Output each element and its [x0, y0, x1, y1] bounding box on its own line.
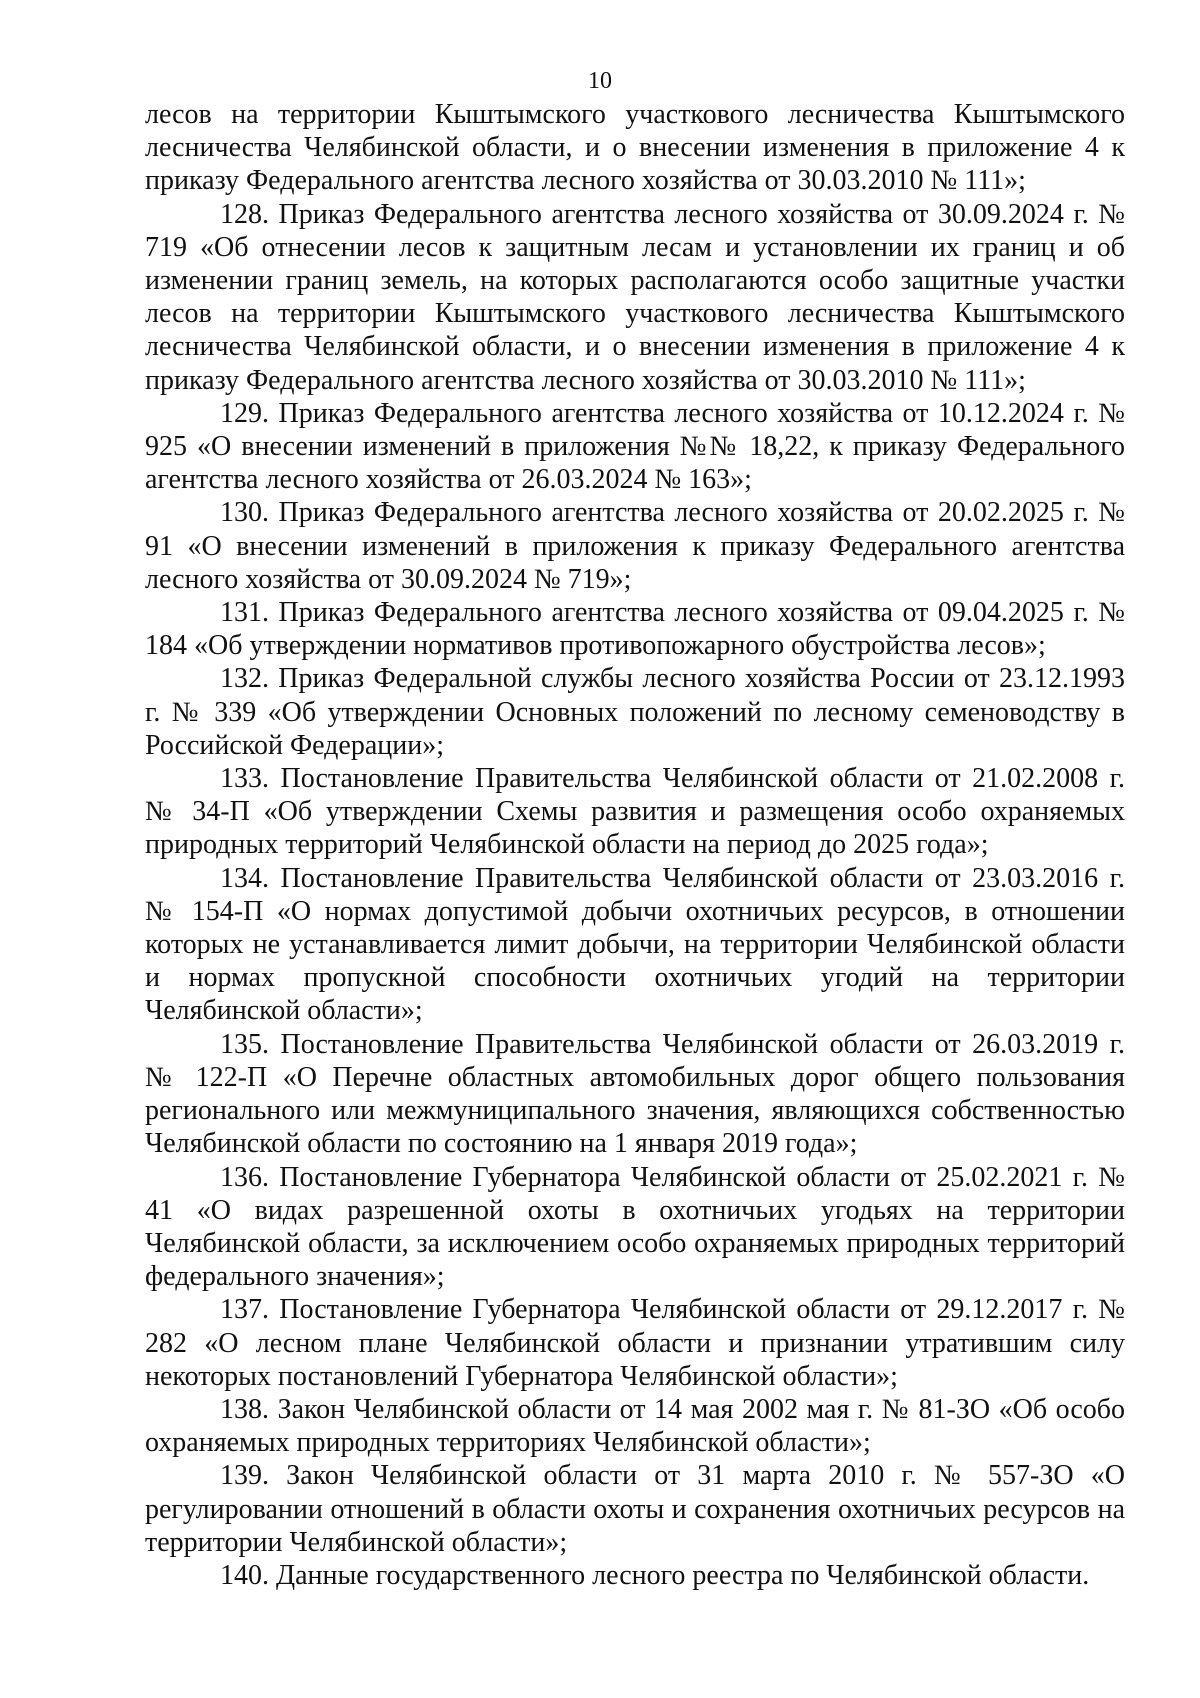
list-item-136: 136. Постановление Губернатора Челябинской области от 25.02.2021 г. № 41 «О видах разрешенной охоты в охотничьих угодьях на территории Челябинской области, за исключением особо охраняемых природных территорий федерального значения»; — [145, 1161, 1125, 1293]
list-item-139: 139. Закон Челябинской области от 31 марта 2010 г. № 557-ЗО «О регулировании отношений в области охоты и сохранения охотничьих ресурсов на территории Челябинской области»; — [145, 1460, 1125, 1558]
document-body — [145, 98, 1125, 1592]
list-item-131: 131. Приказ Федерального агентства лесного хозяйства от 09.04.2025 г. № 184 «Об утверждении нормативов противопожарного обустройства лесов»; — [145, 597, 1125, 662]
list-item-128: 128. Приказ Федерального агентства лесного хозяйства от 30.09.2024 г. № 719 «Об отнесении лесов к защитным лесам и установлении их границ и об изменении границ земель, на которых располагаются особо защитные участки лесов на территории Кыштымского участкового лесничества Кыштымского лесничества Челябинской области, и о внесении изменения в приложение 4 к приказу Федерального агентства лесного хозяйства от 30.03.2010 № 111»; — [145, 198, 1125, 396]
list-item-140: 140. Данные государственного лесного реестра по Челябинской области. — [220, 1559, 1090, 1591]
list-item-133: 133. Постановление Правительства Челябинской области от 21.02.2008 г. № 34-П «Об утверждении Схемы развития и размещения особо охраняемых природных территорий Челябинской области на период до 2025 года»; — [145, 763, 1125, 861]
list-item-135: 135. Постановление Правительства Челябинской области от 26.03.2019 г. № 122-П «О Перечне областных автомобильных дорог общего пользования регионального или межмуниципального значения, являющихся собственностью Челябинской области по состоянию на 1 января 2019 года»; — [145, 1028, 1125, 1160]
list-item-134: 134. Постановление Правительства Челябинской области от 23.03.2016 г. № 154-П «О нормах допустимой добычи охотничьих ресурсов, в отношении которых не устанавливается лимит добычи, на территории Челябинской области и нормах пропускной способности охотничьих угодий на территории Челябинской области»; — [145, 862, 1125, 1027]
list-item-130: 130. Приказ Федерального агентства лесного хозяйства от 20.02.2025 г. № 91 «О внесении изменений в приложения к приказу Федерального агентства лесного хозяйства от 30.09.2024 № 719»; — [145, 497, 1125, 595]
paragraph-continuation: лесов на территории Кыштымского участкового лесничества Кыштымского лесничества Челябинской области, и о внесении изменения в приложение 4 к приказу Федерального агентства лесного хозяйства от 30.03.2010 № 111»; — [145, 99, 1125, 197]
list-item-138: 138. Закон Челябинской области от 14 мая 2002 мая г. № 81-ЗО «Об особо охраняемых природных территориях Челябинской области»; — [145, 1393, 1125, 1459]
page-number: 10 — [588, 68, 612, 94]
list-item-129: 129. Приказ Федерального агентства лесного хозяйства от 10.12.2024 г. № 925 «О внесении изменений в приложения №№ 18,22, к приказу Федерального агентства лесного хозяйства от 26.03.2024 № 163»; — [145, 397, 1125, 496]
list-item-132: 132. Приказ Федеральной службы лесного хозяйства России от 23.12.1993 г. № 339 «Об утверждении Основных положений по лесному семеноводству в Российской Федерации»; — [145, 663, 1125, 761]
list-item-137: 137. Постановление Губернатора Челябинской области от 29.12.2017 г. № 282 «О лесном плане Челябинской области и признании утратившим силу некоторых постановлений Губернатора Челябинской области»; — [145, 1294, 1125, 1392]
